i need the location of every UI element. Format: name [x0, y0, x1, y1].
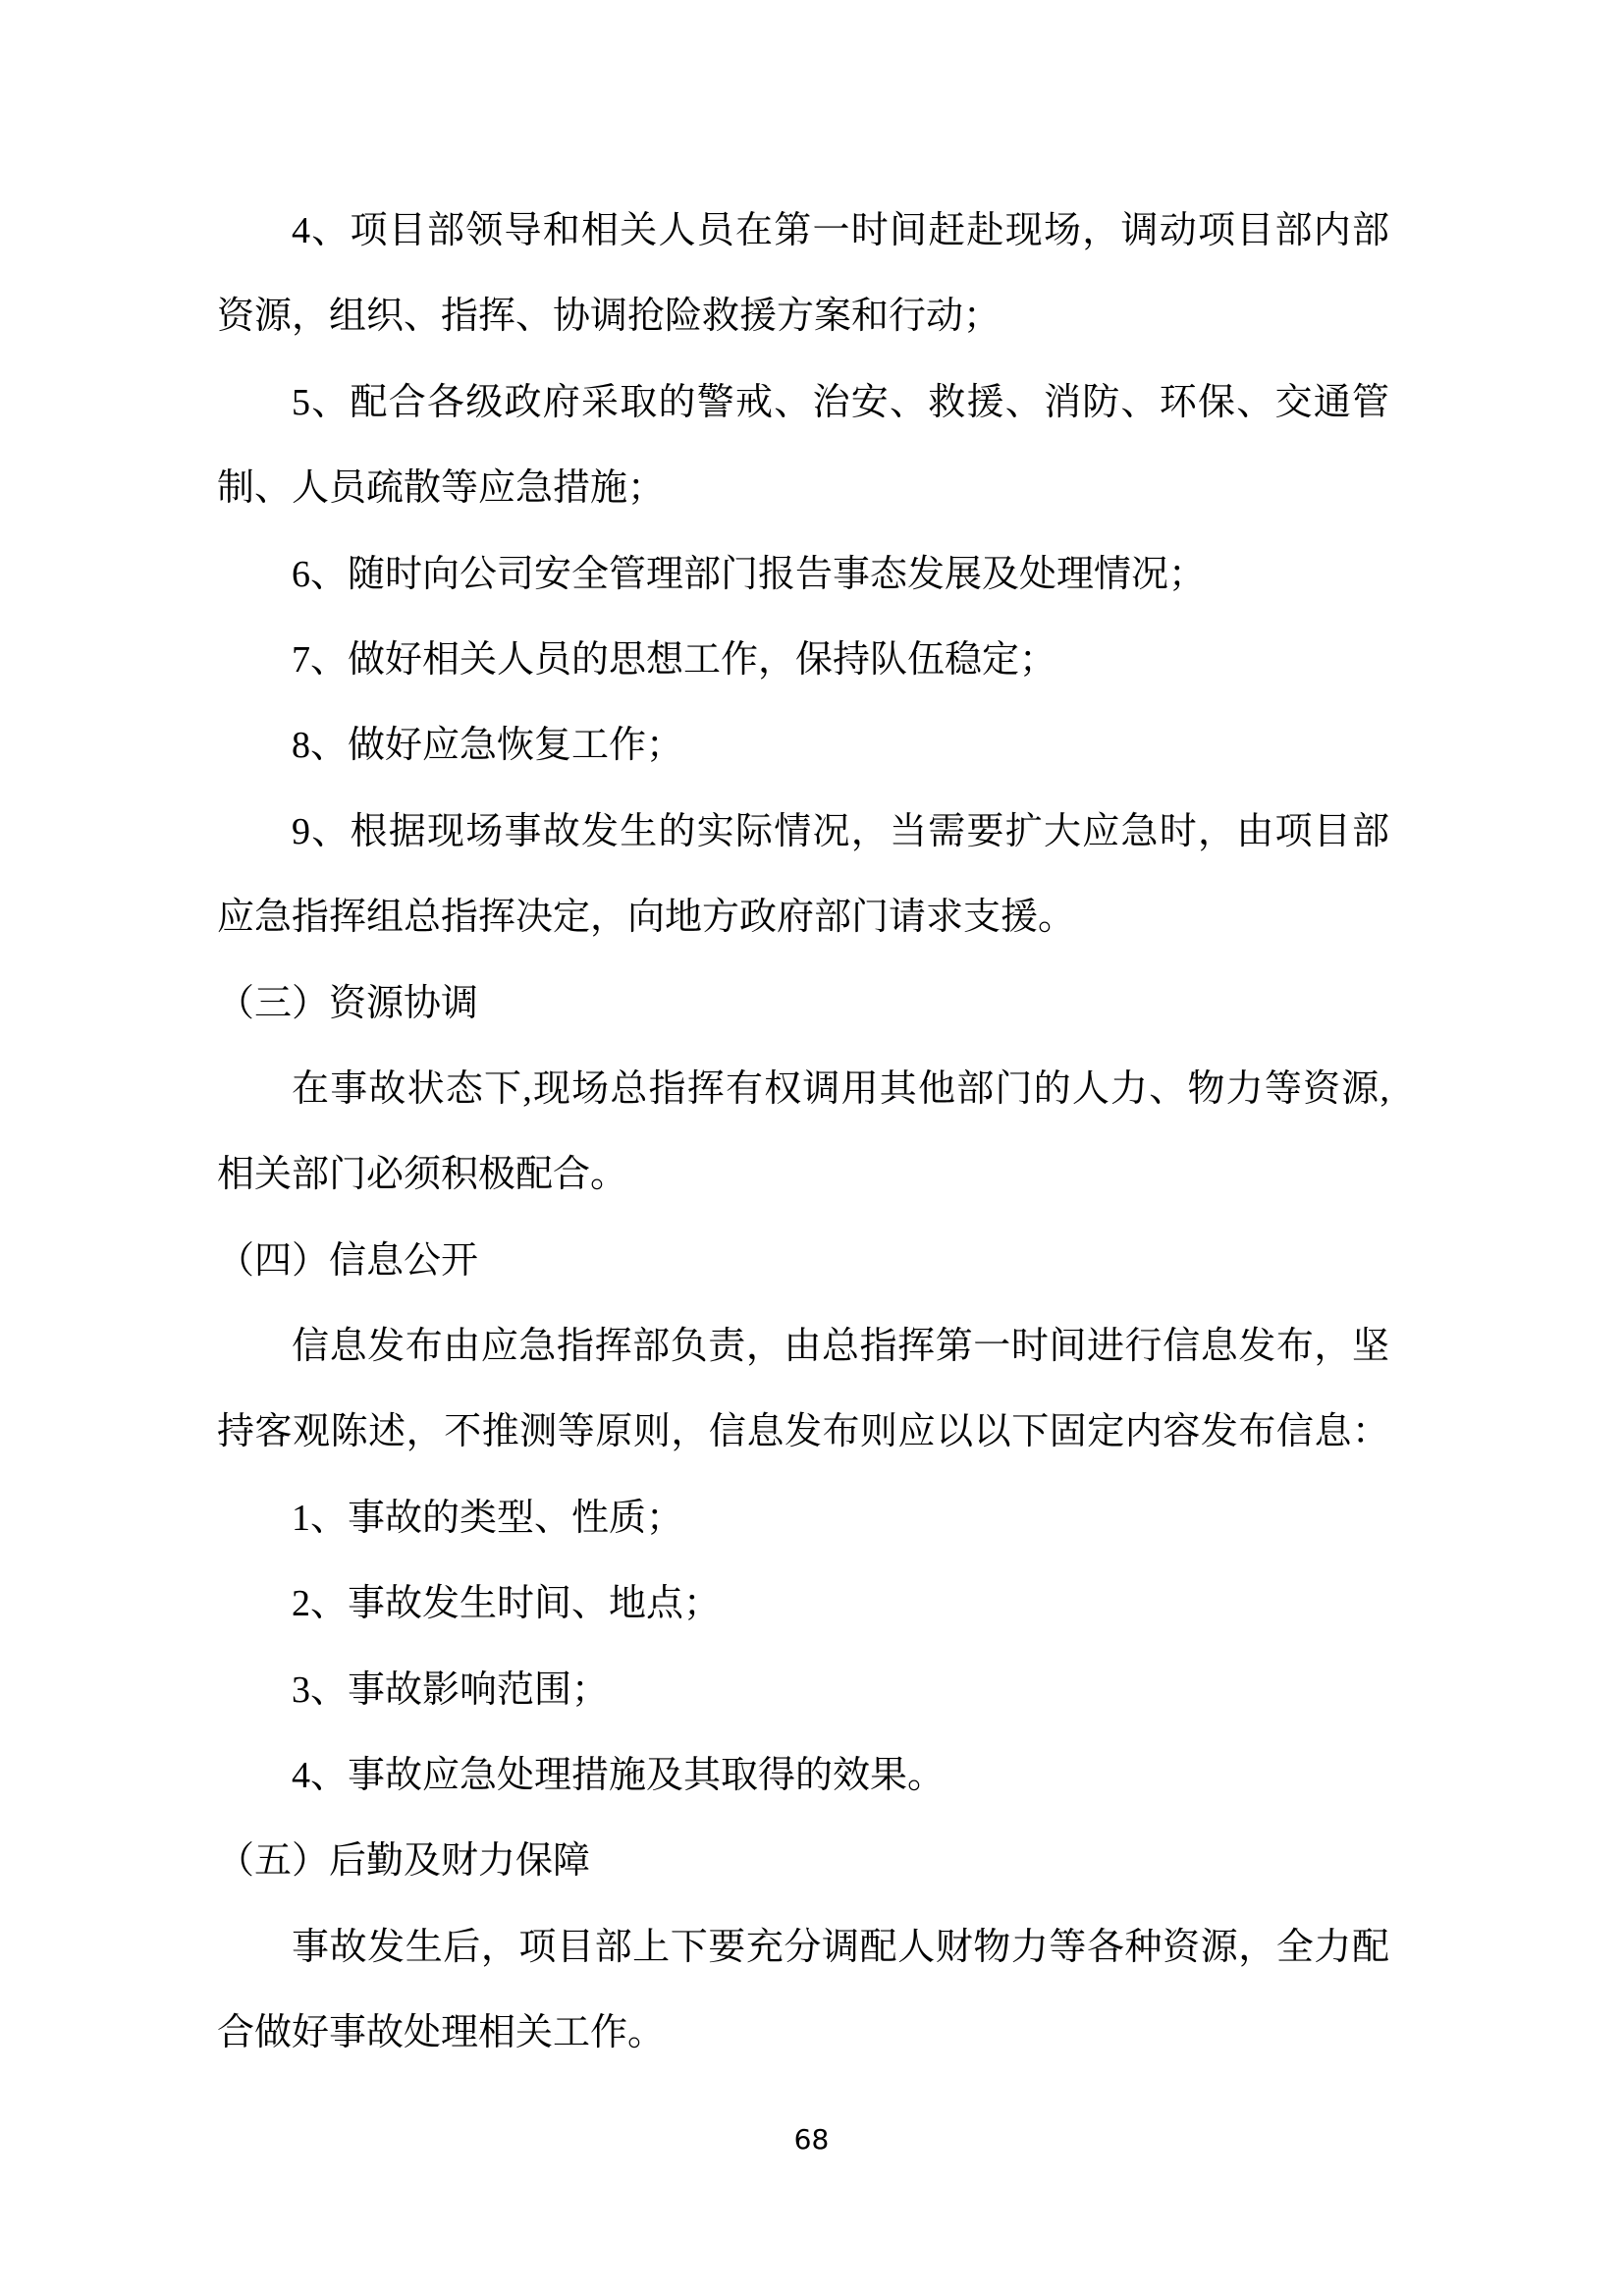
body-line: 制、人员疏散等应急措施；: [217, 467, 666, 510]
body-line: 3、事故影响范围；: [292, 1668, 610, 1711]
page-number: 68: [793, 2123, 830, 2156]
body-line: 6、随时向公司安全管理部门报告事态发展及处理情况；: [292, 553, 1207, 595]
body-line: 4、项目部领导和相关人员在第一时间赶赴现场，调动项目部内部: [292, 210, 1389, 251]
body-line: 7、做好相关人员的思想工作，保持队伍稳定；: [292, 638, 1057, 681]
body-line: 合做好事故处理相关工作。: [217, 2012, 666, 2054]
section-heading: （四）信息公开: [217, 1239, 479, 1282]
body-line: 信息发布由应急指挥部负责，由总指挥第一时间进行信息发布，坚: [292, 1326, 1389, 1368]
page-footer: [0, 2123, 1623, 2157]
body-line: 事故发生后，项目部上下要充分调配人财物力等各种资源，全力配: [292, 1926, 1389, 1968]
body-line: 4、事故应急处理措施及其取得的效果。: [292, 1755, 946, 1797]
body-line: 1、事故的类型、性质；: [292, 1497, 684, 1539]
body-line: 相关部门必须积极配合。: [217, 1154, 628, 1196]
section-heading: （三）资源协调: [217, 982, 479, 1024]
document-body: [217, 189, 1389, 2077]
body-line: 持客观陈述，不推测等原则，信息发布则应以以下固定内容发布信息：: [217, 1411, 1389, 1453]
section-heading: （五）后勤及财力保障: [217, 1840, 591, 1883]
body-line: 应急指挥组总指挥决定，向地方政府部门请求支援。: [217, 897, 1076, 939]
body-line: 2、事故发生时间、地点；: [292, 1583, 722, 1625]
body-line: 5、配合各级政府采取的警戒、治安、救援、消防、环保、交通管: [292, 381, 1389, 423]
body-line: 8、做好应急恢复工作；: [292, 725, 684, 767]
body-line: 资源，组织、指挥、协调抢险救援方案和行动；: [217, 296, 1001, 338]
body-line: 在事故状态下,现场总指挥有权调用其他部门的人力、物力等资源,: [292, 1067, 1389, 1110]
body-line: 9、根据现场事故发生的实际情况，当需要扩大应急时，由项目部: [292, 810, 1389, 852]
